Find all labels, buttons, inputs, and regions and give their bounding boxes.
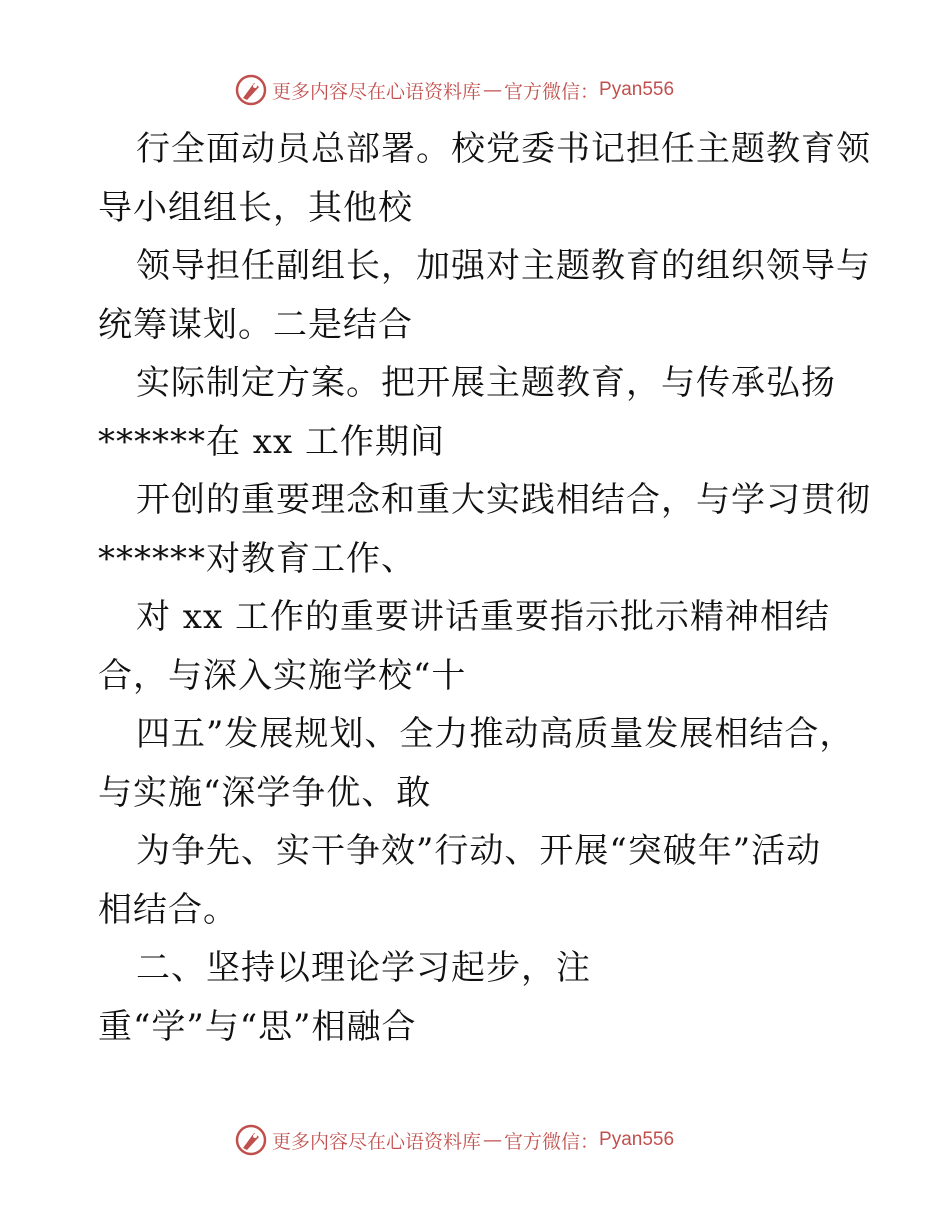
text-line: 领导担任副组长，加强对主题教育的组织领导与 — [136, 246, 871, 286]
text-line: 四五”发展规划、全力推动高质量发展相结合， — [136, 714, 855, 754]
text-line: 对 xx 工作的重要讲话重要指示批示精神相结 — [136, 597, 830, 637]
watermark-text: 更多内容尽在心语资料库 — [272, 1130, 482, 1153]
section-heading-continued: 重“学”与“思”相融合 — [98, 1006, 417, 1047]
text-line: 相结合。 — [98, 889, 238, 930]
watermark-label: 官方微信： — [504, 80, 600, 103]
pen-nib-logo-icon — [234, 1123, 268, 1157]
text-line: 与实施“深学争优、敢 — [98, 772, 432, 813]
footer-watermark — [234, 1122, 674, 1158]
watermark-separator: — — [483, 79, 503, 101]
watermark-label: 官方微信： — [504, 1130, 600, 1153]
document-body — [98, 120, 878, 1056]
text-line: ******对教育工作、 — [98, 538, 416, 579]
watermark-text: 更多内容尽在心语资料库 — [272, 80, 482, 103]
text-line: 统筹谋划。二是结合 — [98, 304, 413, 345]
text-line: 导小组组长，其他校 — [98, 187, 413, 228]
text-line: 行全面动员总部署。校党委书记担任主题教育领 — [136, 129, 871, 169]
text-line: 为争先、实干争效”行动、开展“突破年”活动 — [136, 831, 822, 871]
header-watermark — [234, 72, 674, 108]
watermark-separator: — — [483, 1129, 503, 1151]
text-line: 实际制定方案。把开展主题教育，与传承弘扬 — [136, 363, 836, 403]
watermark-id: Pyan556 — [599, 79, 675, 100]
pen-nib-logo-icon — [234, 73, 268, 107]
text-line: 开创的重要理念和重大实践相结合，与学习贯彻 — [136, 480, 871, 520]
text-line: ******在 xx 工作期间 — [98, 421, 445, 462]
watermark-id: Pyan556 — [599, 1129, 675, 1150]
text-line: 合，与深入实施学校“十 — [98, 655, 467, 696]
section-heading: 二、坚持以理论学习起步，注 — [136, 948, 591, 988]
